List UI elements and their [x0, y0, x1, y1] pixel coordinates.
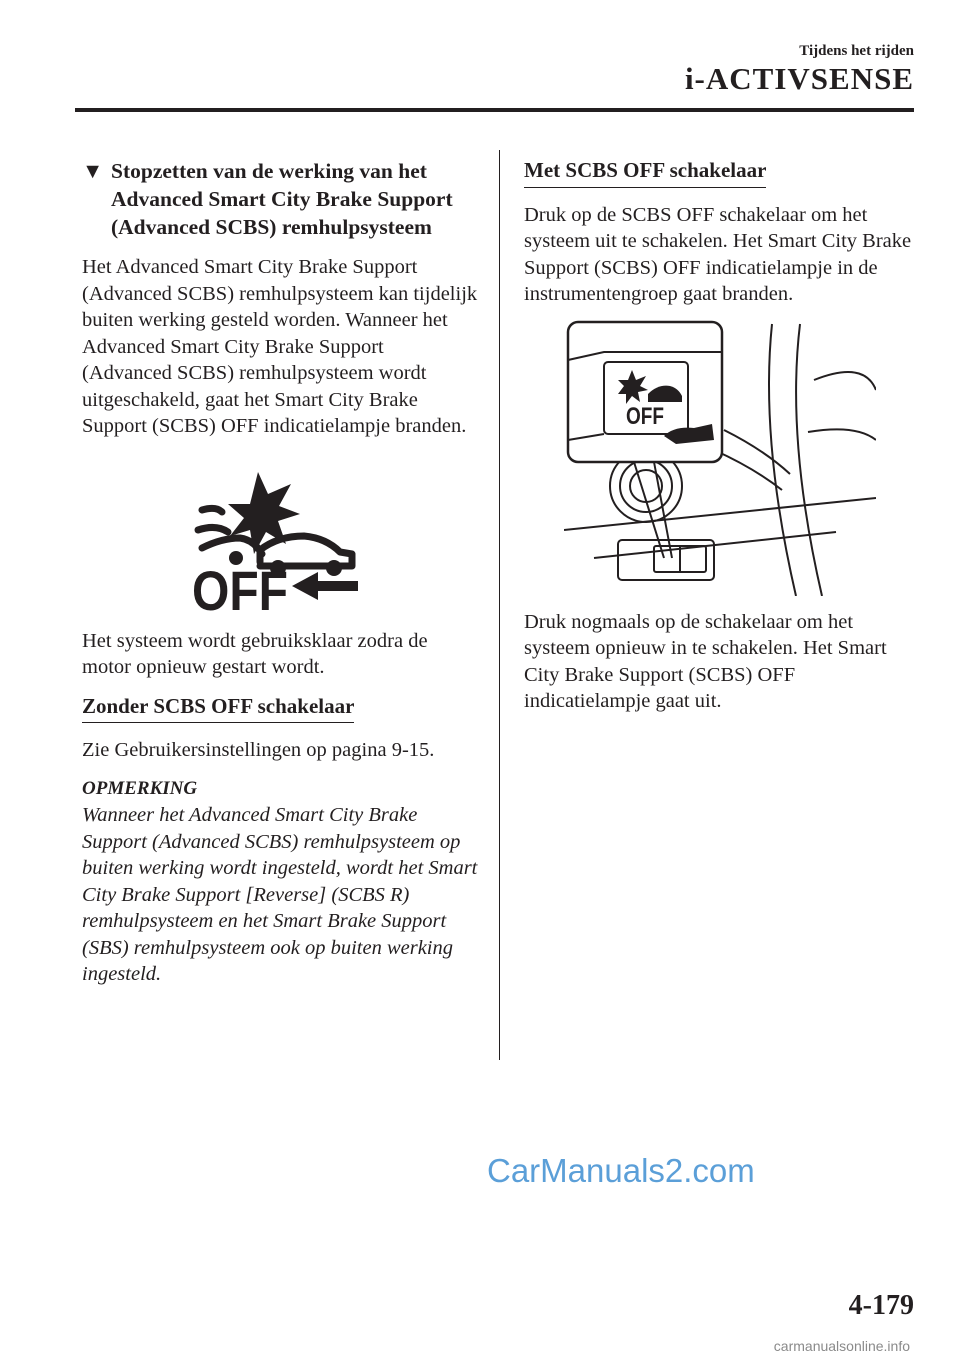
right-column	[524, 157, 916, 727]
column-divider	[499, 150, 500, 1060]
settings-reference: Zie Gebruikersinstellingen op pagina 9-15.	[82, 739, 435, 761]
footer-watermark: carmanualsonline.info	[773, 1338, 910, 1354]
note-title: OPMERKING	[82, 777, 198, 799]
section-heading-text: Stopzetten van de werking van het Advanced Smart City Brake Support (Advanced SCBS) remhulpsysteem	[111, 159, 453, 239]
collision-star-icon	[228, 472, 300, 554]
page-number: 4-179	[848, 1290, 914, 1321]
section-title: i-ACTIVSENSE	[684, 61, 914, 96]
switch-on-paragraph: Druk nogmaals op de schakelaar om het systeem opnieuw in te schakelen. Het Smart City Brake Support (SCBS) OFF indicatielampje gaat uit.	[524, 610, 887, 712]
arrow-left-icon	[292, 572, 358, 600]
with-switch-heading: Met SCBS OFF schakelaar	[524, 157, 766, 188]
switch-off-paragraph: Druk op de SCBS OFF schakelaar om het systeem uit te schakelen. Het Smart City Brake Support (SCBS) OFF indicatielampje in de instrumentengroep gaat branden.	[524, 203, 912, 305]
watermark: CarManuals2.com	[487, 1152, 755, 1189]
note-text: Wanneer het Advanced Smart City Brake Support (Advanced SCBS) remhulpsysteem op buiten werking wordt ingesteld, wordt het Smart City Brake Support [Reverse] (SCBS R) remhulpsysteem en het Smart Brake Support (SBS) remhulpsysteem ook op buiten werking ingesteld.	[82, 804, 478, 985]
ready-paragraph: Het systeem wordt gebruiksklaar zodra de motor opnieuw gestart wordt.	[82, 629, 428, 678]
indicator-off-text: OFF	[192, 558, 288, 612]
intro-paragraph: Het Advanced Smart City Brake Support (Advanced SCBS) remhulpsysteem kan tijdelijk buiten werking gesteld worden. Wanneer het Advanced Smart City Brake Support (Advanced SCBS) remhulpsysteem wordt uitgeschakeld, gaat het Smart City Brake Support (SCBS) OFF indicatielampje branden.	[82, 256, 478, 437]
left-column	[82, 157, 478, 988]
without-switch-heading: Zonder SCBS OFF schakelaar	[82, 693, 354, 724]
scbs-off-indicator-icon	[192, 470, 362, 612]
triangle-marker-icon: ▼	[82, 159, 104, 183]
scbs-off-switch-illustration	[564, 320, 876, 596]
switch-off-text: OFF	[626, 402, 664, 430]
section-heading	[82, 157, 478, 241]
header-rule	[75, 108, 914, 112]
section-subtitle: Tijdens het rijden	[799, 43, 914, 59]
